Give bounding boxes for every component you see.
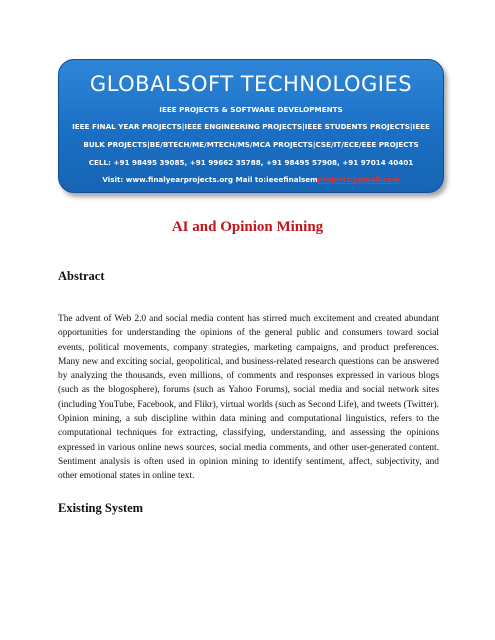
header-banner bbox=[58, 59, 444, 193]
abstract-paragraph: The advent of Web 2.0 and social media content has stirred much excitement and created abundant opportunities for understanding the opinions of the general public and consumers toward social events, political movements, company strategies, marketing campaigns, and product preferences. Many new and exciting social, geopolitical, and business-related research questions can be answered by analyzing the thousands, even millions, of comments and responses expressed in various blogs (such as the blogosphere), forums (such as Yahoo Forums), social media and social network sites (including YouTube, Facebook, and Flikr), virtual worlds (such as Second Life), and tweets (Twitter). Opinion mining, a sub discipline within data mining and computational linguistics, refers to the computational techniques for extracting, classifying, understanding, and assessing the opinions expressed in various online news sources, social media comments, and other user-generated content. Sentiment analysis is often used in opinion mining to identify sentiment, affect, subjectivity, and other emotional states in online text. bbox=[58, 314, 439, 482]
abstract-heading: Abstract bbox=[58, 269, 105, 283]
email-link[interactable]: projects@gmail.com bbox=[317, 175, 400, 184]
banner-tagline: IEEE PROJECTS & SOFTWARE DEVELOPMENTS bbox=[159, 105, 343, 114]
document-title: AI and Opinion Mining bbox=[171, 219, 324, 235]
banner-visit-text: Visit: www.finalyearprojects.org Mail to:ieeefinalsem bbox=[102, 175, 318, 184]
existing-system-heading: Existing System bbox=[58, 501, 144, 515]
banner-phone-line: CELL: +91 98495 39085, +91 99662 35788, +91 98495 57908, +91 97014 40401 bbox=[88, 158, 414, 167]
banner-projects-line: IEEE FINAL YEAR PROJECTS|IEEE ENGINEERING PROJECTS|IEEE STUDENTS PROJECTS|IEEE bbox=[72, 122, 430, 131]
banner-contact-line bbox=[59, 175, 443, 184]
banner-bulk-line: BULK PROJECTS|BE/BTECH/ME/MTECH/MS/MCA PROJECTS|CSE/IT/ECE/EEE PROJECTS bbox=[83, 140, 419, 149]
company-name: GLOBALSOFT TECHNOLOGIES bbox=[89, 72, 413, 96]
